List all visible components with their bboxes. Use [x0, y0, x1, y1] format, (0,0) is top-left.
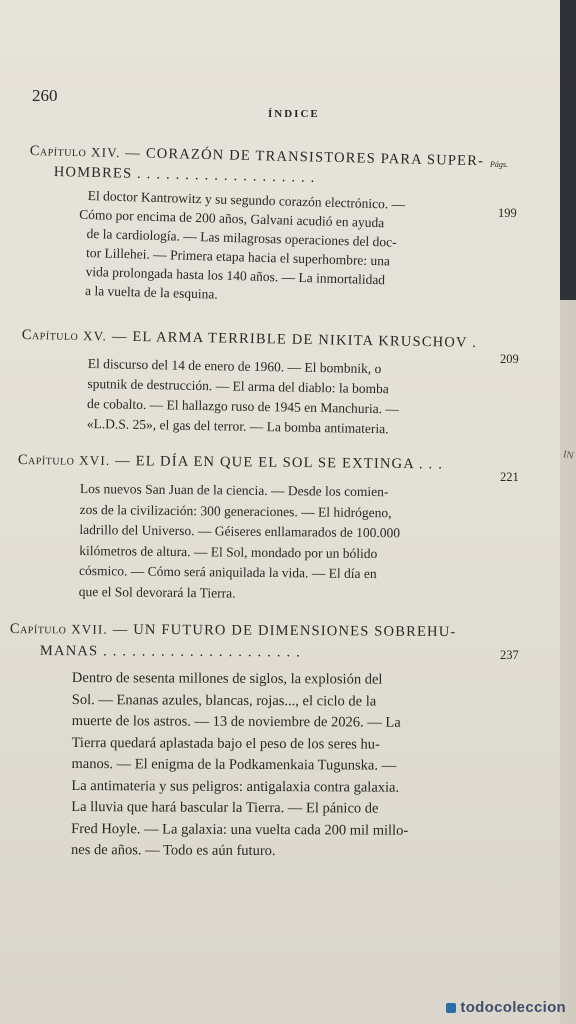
- watermark-logo-icon: [446, 1003, 456, 1013]
- chapter-heading: Capítulo XVI. — EL DÍA EN QUE EL SOL SE EXTINGA . . .: [17, 452, 444, 473]
- margin-note: IN: [561, 449, 575, 462]
- chapter-heading-cont: MANAS . . . . . . . . . . . . . . . . . . . . .: [39, 643, 302, 661]
- chapter-summary: Dentro de sesenta millones de siglos, la explosión del Sol. — Enanas azules, blancas, rojas..., el ciclo de la muerte de los astros. — 13 de noviembre de 2026. — La Tierra quedará aplastada bajo el peso de los seres hu- manos. — El enigma de la Podkamenkaia Tugunska. — La antimateria y sus peligros: antigalaxia contra galaxia. La lluvia que hará bascular la Tierra. — El pánico de Fred Hoyle. — La galaxia: una vuelta cada 200 mil millo- nes de años. — Todo es aún futuro.: [71, 670, 409, 860]
- chapter-page-number: 209: [500, 352, 519, 366]
- watermark: todocoleccion: [446, 999, 566, 1016]
- chapter-heading-cont: HOMBRES . . . . . . . . . . . . . . . . . . .: [53, 164, 316, 186]
- chapter-summary: Los nuevos San Juan de la ciencia. — Desde los comien- zos de la civilización: 300 generaciones. — El hidrógeno, ladrillo del Universo. — Géiseres enllamarados de 100.000 kilómetros de altura. — El Sol, mondado por un bólido cósmico. — Cómo será aniquilada la vida. — El día en que el Sol devorará la Tierra.: [78, 480, 401, 601]
- chapter-page-number: 221: [500, 470, 519, 484]
- chapter-summary: El doctor Kantrowitz y su segundo corazón electrónico. — Cómo por encima de 200 años, Galvani acudió en ayuda de la cardiología. — Las milagrosas operaciones del doc- tor Lillehei. — Primera etapa hacia el superhombre: una vida prolongada hasta los 140 años. — La inmortalidad a la vuelta de la esquina.: [78, 187, 406, 302]
- running-head: ÍNDICE: [268, 108, 320, 120]
- chapter-heading: Capítulo XV. — EL ARMA TERRIBLE DE NIKITA KRUSCHOV .: [21, 327, 478, 351]
- chapter-heading: Capítulo XIV. — CORAZÓN DE TRANSISTORES PARA SUPER-: [29, 143, 485, 170]
- chapter-heading: Capítulo XVII. — UN FUTURO DE DIMENSIONES SOBREHU-: [9, 621, 457, 641]
- pages-column-label: Págs.: [490, 160, 508, 169]
- chapter-page-number: 237: [500, 648, 519, 662]
- chapter-summary: El discurso del 14 de enero de 1960. — El bombnik, o sputnik de destrucción. — El arma del diablo: la bomba de cobalto. — El hallazgo ruso de 1945 en Manchuria. — «L.D.S. 25», el gas del terror. — La bomba antimateria.: [86, 355, 400, 437]
- chapter-page-number: 199: [498, 206, 517, 220]
- page-number: 260: [32, 86, 58, 105]
